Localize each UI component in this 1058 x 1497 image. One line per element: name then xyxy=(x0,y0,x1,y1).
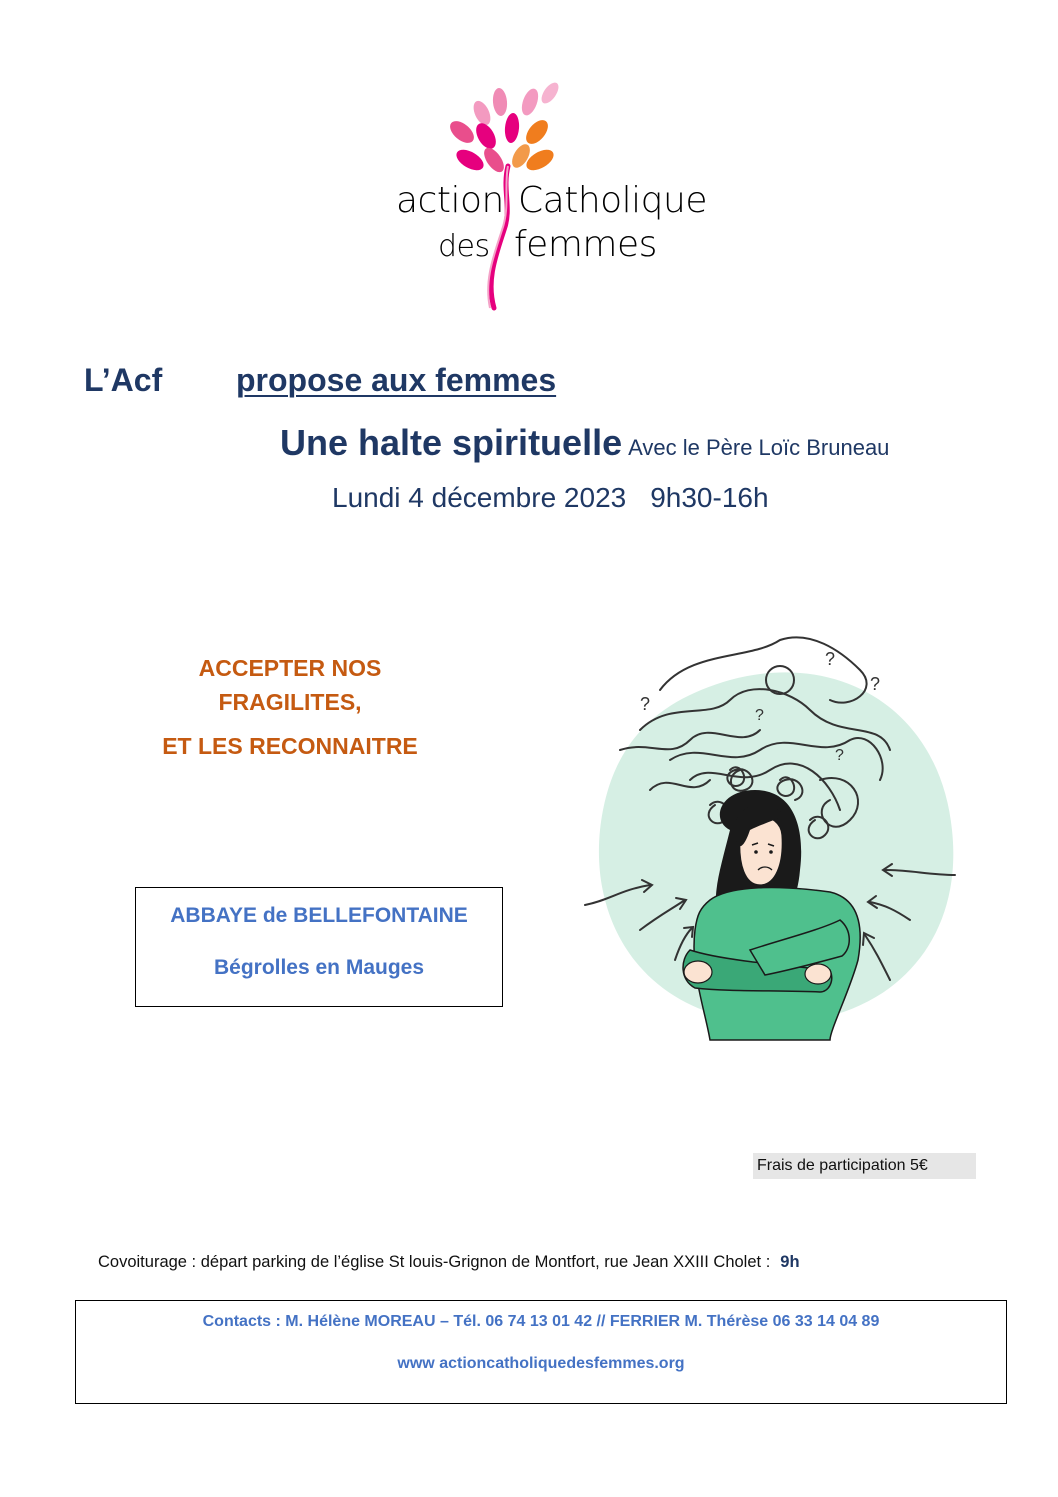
contacts-line: Contacts : M. Hélène MOREAU – Tél. 06 74 13 01 42 // FERRIER M. Thérèse 06 33 14 04 89 xyxy=(202,1313,880,1330)
event-speaker: Avec le Père Loïc Bruneau xyxy=(628,435,890,460)
contacts-box xyxy=(75,1300,1007,1404)
event-title: Une halte spirituelle xyxy=(280,422,623,463)
carpool-text: Covoiturage : départ parking de l’église St louis-Grignon de Montfort, rue Jean XXIII Cholet : xyxy=(98,1253,771,1271)
event-date: Lundi 4 décembre 2023 xyxy=(332,482,627,513)
location-town: Bégrolles en Mauges xyxy=(213,956,425,979)
illustration-icon xyxy=(580,630,960,1050)
flower-icon xyxy=(390,80,707,310)
anxious-woman-illustration xyxy=(580,630,960,1050)
propose-heading: propose aux femmes xyxy=(236,362,557,398)
location-box xyxy=(135,887,503,1007)
theme-line-1: ACCEPTER NOS FRAGILITES, xyxy=(198,655,382,715)
logo-word-des: des xyxy=(438,229,490,264)
svg-text:?: ? xyxy=(835,747,844,764)
svg-text:?: ? xyxy=(870,674,881,694)
location-name: ABBAYE de BELLEFONTAINE xyxy=(170,904,468,927)
logo-word-femmes: femmes xyxy=(514,224,657,265)
event-title-line xyxy=(280,422,889,464)
website-link[interactable]: www actioncatholiquedesfemmes.org xyxy=(397,1355,685,1372)
svg-text:?: ? xyxy=(755,707,764,724)
carpool-hour: 9h xyxy=(780,1253,800,1271)
event-date-line xyxy=(332,482,769,514)
event-time: 9h30-16h xyxy=(650,482,769,513)
svg-text:?: ? xyxy=(640,694,651,714)
carpool-line xyxy=(98,1253,800,1272)
participation-fee: Frais de participation 5€ xyxy=(753,1153,976,1179)
svg-text:?: ? xyxy=(825,649,836,669)
logo-word-action: action xyxy=(396,180,504,221)
org-name: L’Acf xyxy=(84,362,163,398)
theme-line-2: ET LES RECONNAITRE xyxy=(162,733,418,759)
acf-logo xyxy=(390,80,707,310)
logo-word-catholique: Catholique xyxy=(518,180,707,221)
